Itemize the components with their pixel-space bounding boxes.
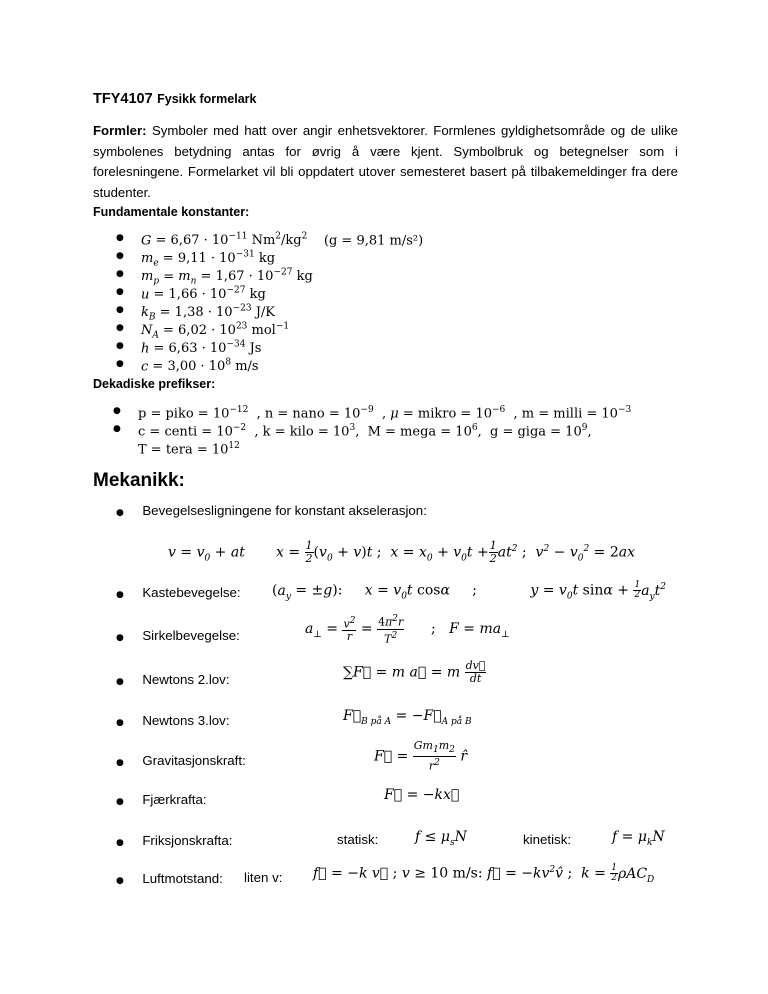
course-code: TFY4107 <box>93 91 153 107</box>
mechanics-item: ● Friksjonskrafta: <box>116 833 233 848</box>
air-resistance-equations: f⃗ = −k v⃗ ; v ≥ 10 m/s: f⃗ = $-kv^2v̂$ ; k = $\frac{1}{2}$ ρAC$_D$ <box>313 863 655 885</box>
air-small-v-label: liten v: <box>244 870 283 885</box>
intro-text: Symboler med hatt over angir enhetsvektorer. Formlenes gyldighetsområde og de ulike symbolenes betydning antas for øvrig å være kjent. Symbolbruk og betegnelser som i forelesningene. Formelarket vil bli oppdatert utover semesteret basert på tilbakemeldinger fra dere studenter. <box>93 123 678 200</box>
projectile-equations: $(a_y = \pm g)$: $x = v_0t$ cosα ; $y = v_0t$ sinα + $\frac{1}{2}$ $a_yt^2$ <box>272 580 667 602</box>
page-title <box>93 90 256 108</box>
mechanics-heading: Mekanikk: <box>93 470 185 491</box>
kinematics-equations: $v = v_0$ + at x = $\frac{1}{2}$ $(v_0 + v)t$ ; $x = x_0 + v_0t$ + $\frac{1}{2}$ $at^2$ ; $v^2 - v_0^2 = 2ax$ <box>168 539 636 565</box>
mechanics-item: ● Gravitasjonskraft: <box>116 753 246 768</box>
gravity-equation: F⃗ = $\frac{Gm_1m_2}{r^2}$ r̂ <box>374 739 468 773</box>
friction-static-equation: $f \le \mu_sN$ <box>415 829 467 848</box>
newton-second-law: ∑F⃗ = m a⃗ = m $\frac{dv⃗}{dt}$ <box>343 659 486 685</box>
spring-force-equation: F⃗ = −kx⃗ <box>384 787 460 803</box>
mechanics-item: ● Luftmotstand: <box>116 871 223 886</box>
newton-third-law: $F⃗_{B på A}$ = $-F⃗_{A på B}$ <box>343 708 472 727</box>
mechanics-item: ● Newtons 3.lov: <box>116 713 230 728</box>
mechanics-item: ● Fjærkrafta: <box>116 792 207 807</box>
mechanics-item: ● Newtons 2.lov: <box>116 672 230 687</box>
formula-sheet-page: TFY4107 Fysikk formelark Formler: Symboler med hatt over angir enhetsvektorer. Formlenes gyldighetsområde og de ulike symbolenes betydning antas for øvrig å være kjent. Symbolbruk og betegnelser som i forelesningene. Formelarket vil bli oppdatert utover semesteret basert på tilbakemeldinger fra dere studenter. Fundamentale konstanter: ● $G = 6,67 \cdot 10^{-11}$ $Nm^2/kg^2$ (g = 9,81 m/s²) ● $m_e = 9,11 \cdot 10^{-31}$ kg ● $m_p = m_n = 1,67 \cdot 10^{-27}$ kg ● $u = 1,66 \cdot 10^{-27}$ kg ● $k_B = 1,38 \cdot 10^{-23}$ J/K ● $N_A = 6,02 \cdot 10^{23}$ mol$^{-1}$ ● $h = 6,63 \cdot 10^{-34}$ Js ● $c = 3,00 \cdot 10^8$ m/s Dekadiske prefikser: ● p = piko = $10^{-12}$ , n = nano = $10^{-9}$ , μ = mikro = $10^{-6}$ , m = milli = $10^{-3}$ ● c = centi = $10^{-2}$ , k = kilo = $10^3$, M = mega = $10^6$, g = giga = $10^9$, T = tera = $10^{12}$ Mekanikk: ● Bevegelsesligningene for konstant akselerasjon: $v = v_0$ + at x = $\frac{1}{2}$ $(v_0 + v)t$ ; $x = x_0 + v_0t$ + $\frac{1}{2}$ $at^2$ ; $v^2 - v_0^2 = 2ax$ ● Kastebevegelse: $(a_y = \pm g)$: $x = v_0t$ cosα ; $y = v_0t$ sinα + $\frac{1}{2}$ $a_yt^2$ ● Sirkelbevegelse: $a_\perp$ = $\frac{v^2}{r}$ = $\frac{4\pi^2r}{T^2}$ ; $F = ma_\perp$ ● Newtons 2.lov: ∑F⃗ = m a⃗ = m $\frac{dv⃗}{dt}$ ● Newtons 3.lov: $F⃗_{B på A}$ = $-F⃗_{A på B}$ ● Gravitasjonskraft: F⃗ = $\frac{Gm_1m_2}{r^2}$ r̂ ● Fjærkrafta: F⃗ = −kx⃗ ● Friksjonskrafta: statisk: $f \le \mu_sN$ kinetisk: $f = \mu_kN$ ● Luftmotstand: liten v: f⃗ = −k v⃗ ; v ≥ 10 m/s: f⃗ = $-kv^2v̂$ ; k = $\frac{1}{2}$ ρAC$_D$ <box>93 91 678 886</box>
mechanics-item: ● Kastebevegelse: <box>116 585 241 600</box>
prefixes-list: ● p = piko = $10^{-12}$ , n = nano = $10^{-9}$ , μ = mikro = $10^{-6}$ , m = milli = $10^{-3}$ ● c = centi = $10^{-2}$ , k = kilo = $10^3$, M = mega = $10^6$, g = giga = $10^9$, T = tera = $10^{12}$ <box>113 405 632 458</box>
friction-static-label: statisk: <box>337 832 379 847</box>
circular-motion-equations: $a_\perp$ = $\frac{v^2}{r}$ = $\frac{4\pi^2r}{T^2}$ ; $F = ma_\perp$ <box>305 614 510 646</box>
mechanics-item: ● Bevegelsesligningene for konstant akselerasjon: <box>116 503 427 518</box>
intro-paragraph <box>93 121 678 203</box>
prefixes-heading: Dekadiske prefikser: <box>93 377 216 391</box>
friction-kinetic-equation: $f = \mu_kN$ <box>612 829 665 848</box>
course-subtitle: Fysikk formelark <box>157 92 257 106</box>
g-note: (g = 9,81 m/s²) <box>323 233 424 249</box>
friction-kinetic-label: kinetisk: <box>523 832 572 847</box>
mechanics-item: ● Sirkelbevegelse: <box>116 628 240 643</box>
constants-heading: Fundamentale konstanter: <box>93 205 250 219</box>
intro-label: Formler: <box>93 123 147 138</box>
